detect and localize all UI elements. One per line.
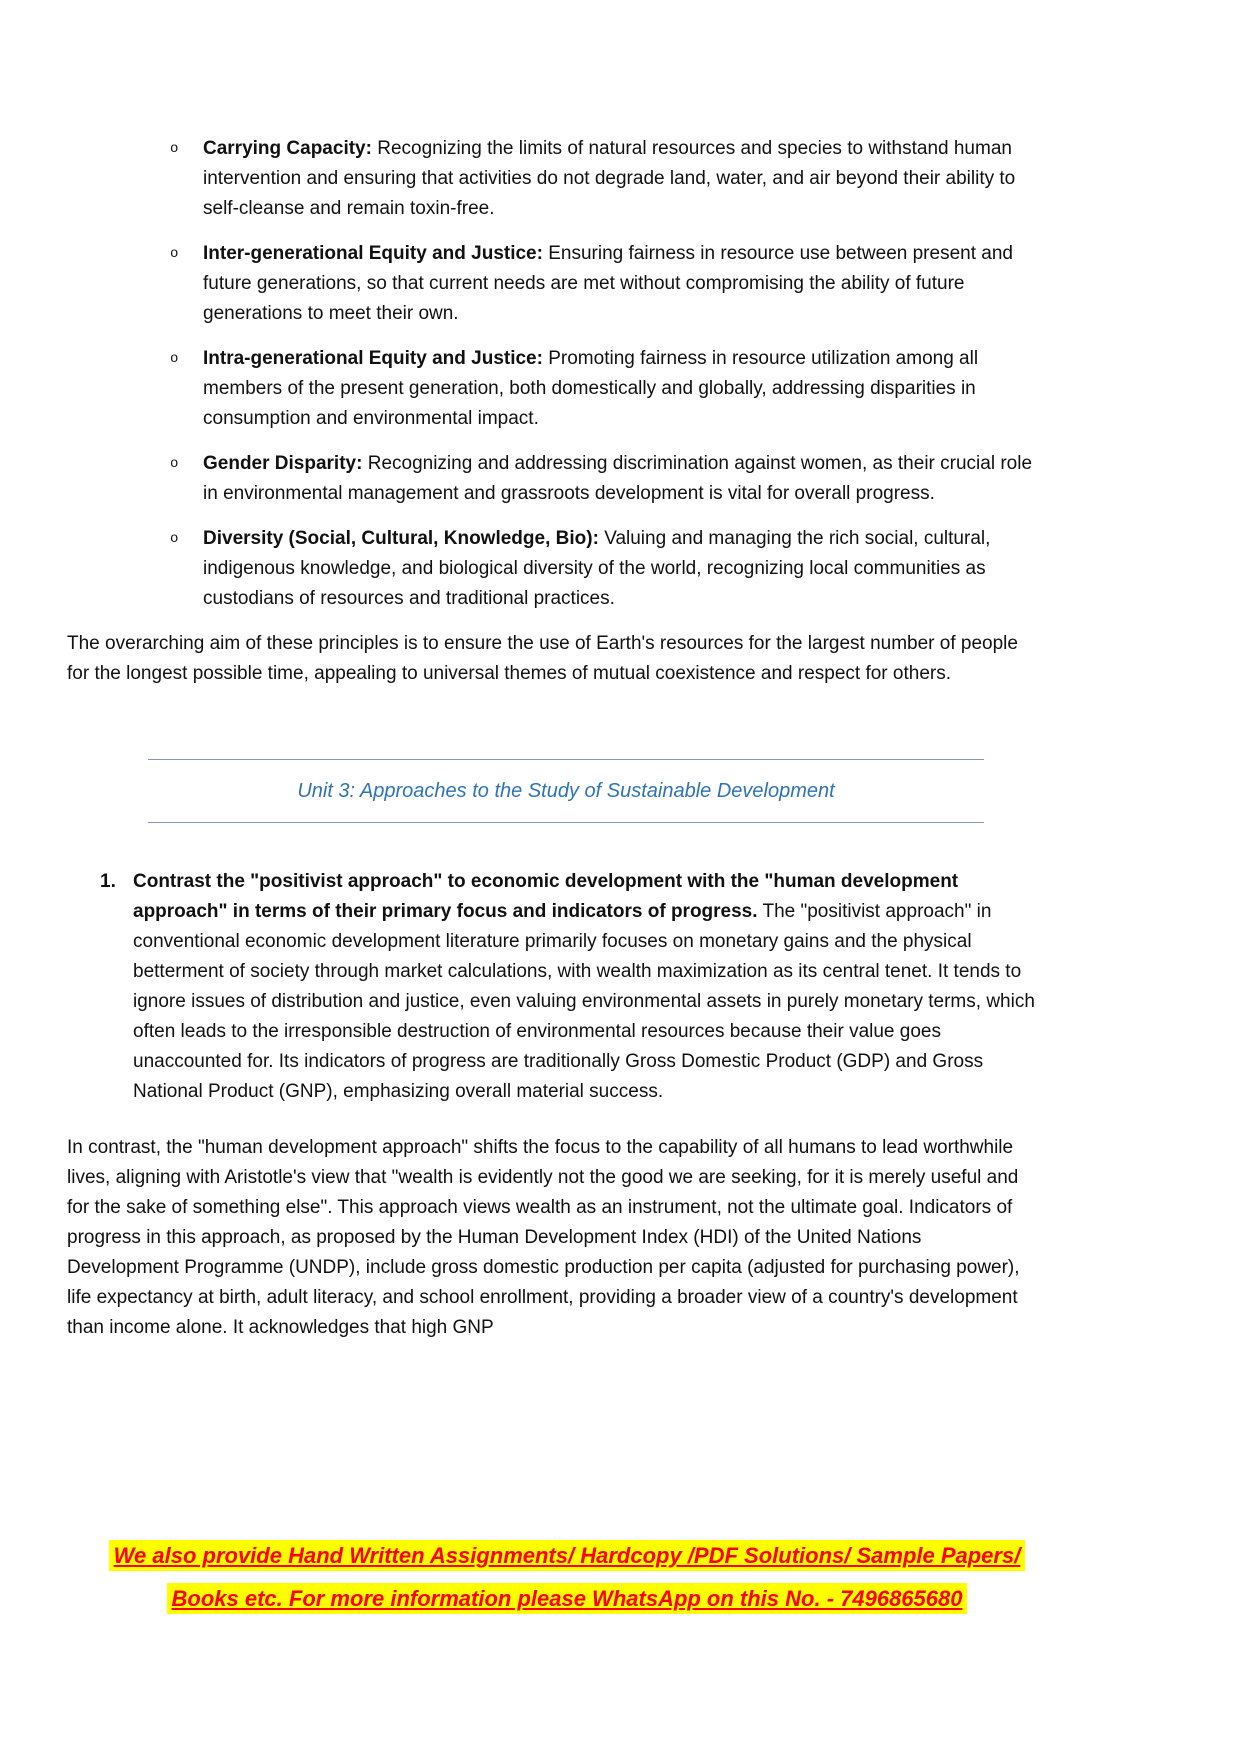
footer-line-2: Books etc. For more information please WhatsApp on this No. - 7496865680 xyxy=(167,1583,968,1614)
list-item xyxy=(170,524,1067,614)
list-item xyxy=(170,449,1067,509)
bullet-description: Valuing and managing the rich social, cultural, indigenous knowledge, and biological diversity of the world, recognizing local communities as custodians of resources and traditional practices. xyxy=(203,528,991,609)
bullet-text xyxy=(203,344,1033,434)
question-bold-lead: Contrast the "positivist approach" to economic development with the "human development approach" in terms of their primary focus and indicators of progress. xyxy=(133,871,959,922)
bullet-marker: o xyxy=(170,456,179,472)
bullet-term: Diversity (Social, Cultural, Knowledge, Bio): xyxy=(203,528,599,549)
question-body: The "positivist approach" in conventional economic development literature primarily focuses on monetary gains and the physical betterment of society through market calculations, with wealth maximization as its central tenet. It tends to ignore issues of distribution and justice, even valuing environmental assets in purely monetary terms, which often leads to the irresponsible destruction of environmental resources because their value goes unaccounted for. Its indicators of progress are traditionally Gross Domestic Product (GDP) and Gross National Product (GNP), emphasizing overall material success. xyxy=(133,901,1035,1102)
bullet-term: Intra-generational Equity and Justice: xyxy=(203,348,543,369)
aim-paragraph: The overarching aim of these principles is to ensure the use of Earth's resources for the largest number of people for the longest possible time, appealing to universal themes of mutual coexistence and respect for others. xyxy=(67,633,1018,684)
bullet-description: Promoting fairness in resource utilization among all members of the present generation, both domestically and globally, addressing disparities in consumption and environmental impact. xyxy=(203,348,979,429)
list-item xyxy=(170,239,1067,329)
bullet-description: Recognizing the limits of natural resources and species to withstand human intervention and ensuring that activities do not degrade land, water, and air beyond their ability to self-cleanse and remain toxin-free. xyxy=(203,138,1016,219)
list-item xyxy=(170,134,1067,224)
document-content xyxy=(67,134,1067,1343)
question-number: 1. xyxy=(100,871,116,892)
bullet-term: Inter-generational Equity and Justice: xyxy=(203,243,543,264)
bullet-marker: o xyxy=(170,141,179,157)
footer-line xyxy=(67,1578,1067,1621)
question-item xyxy=(100,867,1067,1107)
list-item xyxy=(170,344,1067,434)
bullet-marker: o xyxy=(170,531,179,547)
footer-banner xyxy=(67,1535,1067,1621)
bullet-description: Ensuring fairness in resource use between present and future generations, so that current needs are met without compromising the ability of future generations to meet their own. xyxy=(203,243,1013,324)
bullet-term: Gender Disparity: xyxy=(203,453,363,474)
bullet-term: Carrying Capacity: xyxy=(203,138,372,159)
bullet-text xyxy=(203,239,1033,329)
question-text xyxy=(133,867,1053,1107)
bullet-text xyxy=(203,449,1033,509)
bullet-description: Recognizing and addressing discrimination against women, as their crucial role in environmental management and grassroots development is vital for overall progress. xyxy=(203,453,1033,504)
section-heading: Unit 3: Approaches to the Study of Sustainable Development xyxy=(297,780,835,802)
footer-line xyxy=(67,1535,1067,1578)
bullet-text xyxy=(203,134,1033,224)
bullet-marker: o xyxy=(170,351,179,367)
contrast-paragraph: In contrast, the "human development approach" shifts the focus to the capability of all humans to lead worthwhile lives, aligning with Aristotle's view that "wealth is evidently not the good we are seeking, for it is merely useful and for the sake of something else". This approach views wealth as an instrument, not the ultimate goal. Indicators of progress in this approach, as proposed by the Human Development Index (HDI) of the United Nations Development Programme (UNDP), include gross domestic production per capita (adjusted for purchasing power), life expectancy at birth, adult literacy, and school enrollment, providing a broader view of a country's development than income alone. It acknowledges that high GNP xyxy=(67,1137,1020,1338)
footer-line-1: We also provide Hand Written Assignments/ Hardcopy /PDF Solutions/ Sample Papers/ xyxy=(109,1540,1026,1571)
bullet-marker: o xyxy=(170,246,179,262)
bullet-text xyxy=(203,524,1033,614)
section-heading-block xyxy=(148,759,984,823)
